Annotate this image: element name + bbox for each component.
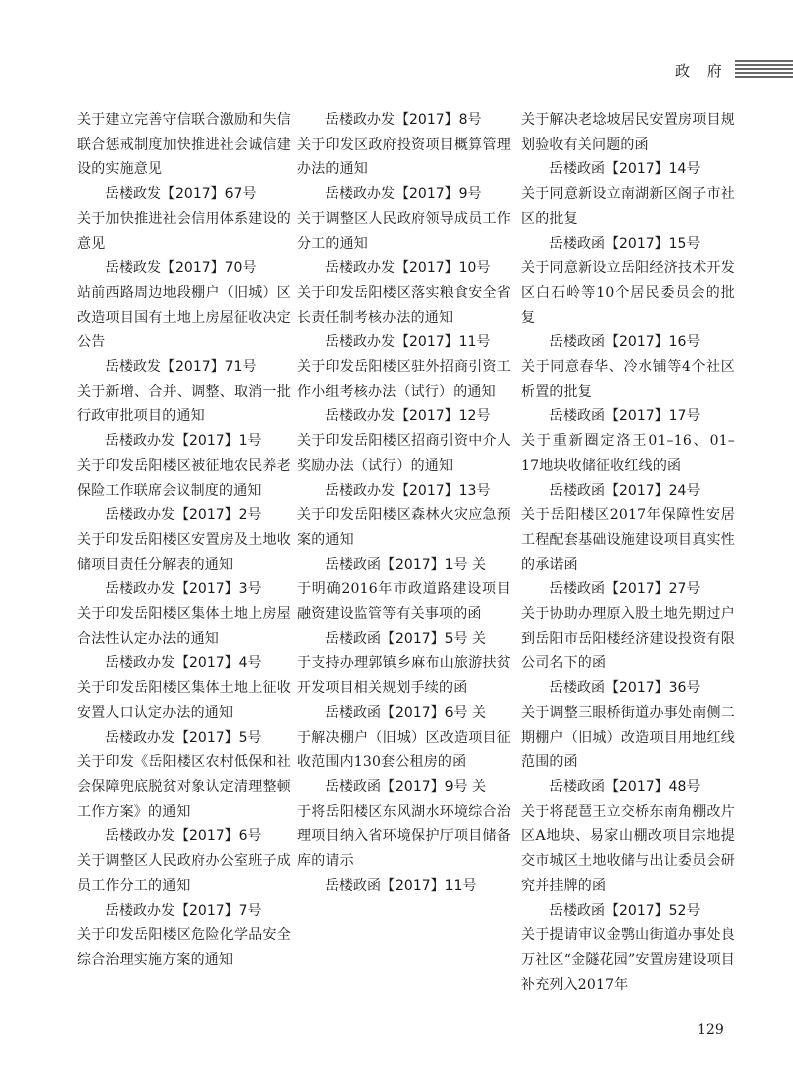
document-number: 岳楼政函【2017】9号 关 — [325, 778, 486, 795]
document-entry — [77, 503, 291, 577]
document-number: 岳楼政函【2017】24号 — [549, 482, 701, 499]
document-entry — [521, 577, 735, 676]
document-title: 关于印发岳阳楼区集体土地上房屋合法性认定办法的通知 — [77, 606, 291, 647]
document-entry — [297, 775, 511, 874]
document-entry — [77, 108, 291, 182]
document-title: 关于调整区人民政府办公室班子成员工作分工的通知 — [77, 853, 291, 894]
document-number: 岳楼政函【2017】17号 — [549, 408, 701, 425]
document-title: 于支持办理郭镇乡麻布山旅游扶贫开发项目相关规划手续的函 — [297, 655, 511, 697]
document-title: 关于印发岳阳楼区被征地农民养老保险工作联席会议制度的通知 — [77, 457, 291, 499]
document-number: 岳楼政函【2017】52号 — [549, 902, 701, 919]
document-entry — [77, 429, 291, 503]
document-entry — [297, 108, 511, 182]
document-number: 岳楼政办发【2017】1号 — [105, 433, 262, 450]
document-number: 岳楼政办发【2017】3号 — [105, 581, 262, 598]
document-title: 关于建立完善守信联合激励和失信联合惩戒制度加快推进社会诚信建设的实施意见 — [77, 112, 291, 178]
document-title: 关于重新圈定洛王01–16、01–17地块收储征收红线的函 — [521, 433, 735, 474]
document-title: 关于印发岳阳楼区安置房及土地收储项目责任分解表的通知 — [77, 531, 291, 573]
document-number: 岳楼政办发【2017】2号 — [105, 507, 262, 524]
document-entry — [521, 899, 735, 998]
column-middle — [297, 108, 511, 899]
document-entry — [77, 355, 291, 429]
document-number: 岳楼政函【2017】36号 — [549, 680, 701, 697]
document-title: 关于印发岳阳楼区落实粮食安全省长责任制考核办法的通知 — [297, 284, 511, 326]
document-number: 岳楼政办发【2017】10号 — [325, 260, 491, 277]
document-number: 岳楼政函【2017】14号 — [549, 161, 701, 178]
document-title: 关于印发岳阳楼区招商引资中介人奖励办法（试行）的通知 — [297, 433, 511, 474]
document-entry — [297, 553, 511, 627]
document-entry — [77, 577, 291, 651]
document-number: 岳楼政发【2017】70号 — [105, 260, 257, 277]
document-entry — [77, 256, 291, 355]
document-entry — [521, 676, 735, 775]
document-number: 岳楼政函【2017】6号 关 — [325, 704, 486, 721]
document-number: 岳楼政函【2017】5号 关 — [325, 630, 486, 647]
document-entry — [521, 157, 735, 231]
document-title: 站前西路周边地段棚户（旧城）区改造项目国有土地上房屋征收决定公告 — [77, 284, 291, 351]
header-rule-lines — [735, 60, 793, 80]
document-number: 岳楼政函【2017】1号 关 — [325, 556, 486, 573]
document-entry — [297, 701, 511, 775]
document-number: 岳楼政办发【2017】11号 — [325, 334, 491, 351]
document-entry — [77, 899, 291, 973]
document-entry — [521, 775, 735, 899]
document-number: 岳楼政函【2017】16号 — [549, 334, 701, 351]
document-entry — [521, 232, 735, 331]
document-number: 岳楼政函【2017】27号 — [549, 581, 701, 598]
document-title: 关于将琵琶王立交桥东南角棚改片区A地块、易家山棚改项目宗地提交市城区土地收储与出让委员会研究并挂牌的函 — [521, 803, 735, 894]
document-number: 岳楼政办发【2017】9号 — [325, 186, 482, 203]
document-title: 关于提请审议金鹗山街道办事处良万社区“金隧花园”安置房建设项目补充列入2017年 — [521, 927, 735, 993]
document-title: 关于印发岳阳楼区驻外招商引资工作小组考核办法（试行）的通知 — [297, 359, 511, 400]
document-number: 岳楼政发【2017】71号 — [105, 359, 257, 376]
document-title: 于将岳阳楼区东风湖水环境综合治理项目纳入省环境保护厅项目储备库的请示 — [297, 803, 511, 870]
document-title: 于明确2016年市政道路建设项目融资建设监管等有关事项的函 — [297, 581, 511, 623]
document-title: 关于调整三眼桥街道办事处南侧二期棚户（旧城）改造项目用地红线范围的函 — [521, 704, 735, 771]
column-left — [77, 108, 291, 973]
document-entry — [297, 330, 511, 404]
document-entry — [297, 404, 511, 478]
document-title: 关于印发岳阳楼区森林火灾应急预案的通知 — [297, 507, 511, 548]
document-title: 关于同意新设立岳阳经济技术开发区白石岭等10个居民委员会的批复 — [521, 260, 735, 326]
running-header — [663, 58, 773, 88]
document-title: 关于同意春华、冷水铺等4个社区析置的批复 — [521, 359, 735, 400]
document-entry — [297, 182, 511, 256]
document-number: 岳楼政办发【2017】5号 — [105, 729, 262, 746]
document-entry — [297, 874, 511, 899]
document-entry — [77, 726, 291, 825]
document-entry — [521, 404, 735, 478]
page-number: 129 — [697, 1022, 724, 1038]
document-number: 岳楼政函【2017】11号 — [325, 877, 477, 894]
document-title: 关于印发岳阳楼区集体土地上征收安置人口认定办法的通知 — [77, 680, 291, 721]
document-title: 关于调整区人民政府领导成员工作分工的通知 — [297, 210, 511, 252]
document-title: 关于印发岳阳楼区危险化学品安全综合治理实施方案的通知 — [77, 927, 291, 968]
document-number: 岳楼政办发【2017】13号 — [325, 482, 491, 499]
document-number: 岳楼政办发【2017】12号 — [325, 408, 491, 425]
document-title: 关于解决老埝坡居民安置房项目规划验收有关问题的函 — [521, 112, 735, 153]
document-title: 关于印发《岳阳楼区农村低保和社会保障兜底脱贫对象认定清理整顿工作方案》的通知 — [77, 754, 291, 820]
document-title: 于解决棚户（旧城）区改造项目征收范围内130套公租房的函 — [297, 729, 511, 771]
document-entry — [297, 256, 511, 330]
document-entry — [77, 651, 291, 725]
document-title: 关于加快推进社会信用体系建设的意见 — [77, 210, 291, 252]
document-number: 岳楼政发【2017】67号 — [105, 186, 257, 203]
document-title: 关于同意新设立南湖新区阁子市社区的批复 — [521, 186, 735, 227]
document-entry — [297, 627, 511, 701]
document-entry — [521, 108, 735, 157]
section-title: 政 府 — [675, 62, 728, 80]
document-title: 关于印发区政府投资项目概算管理办法的通知 — [297, 136, 511, 178]
document-number: 岳楼政办发【2017】8号 — [325, 112, 482, 128]
document-entry — [521, 330, 735, 404]
column-right — [521, 108, 735, 997]
document-number: 岳楼政办发【2017】4号 — [105, 655, 262, 672]
document-number: 岳楼政办发【2017】6号 — [105, 828, 262, 845]
document-title: 关于新增、合并、调整、取消一批行政审批项目的通知 — [77, 383, 291, 425]
document-entry — [521, 479, 735, 578]
document-entry — [77, 182, 291, 256]
document-entry — [77, 824, 291, 898]
document-number: 岳楼政函【2017】15号 — [549, 235, 701, 252]
document-entry — [297, 479, 511, 553]
document-number: 岳楼政办发【2017】7号 — [105, 902, 262, 919]
document-title: 关于协助办理原入股土地先期过户到岳阳市岳阳楼经济建设投资有限公司名下的函 — [521, 606, 735, 672]
document-number: 岳楼政函【2017】48号 — [549, 778, 701, 795]
document-title: 关于岳阳楼区2017年保障性安居工程配套基础设施建设项目真实性的承诺函 — [521, 507, 735, 573]
